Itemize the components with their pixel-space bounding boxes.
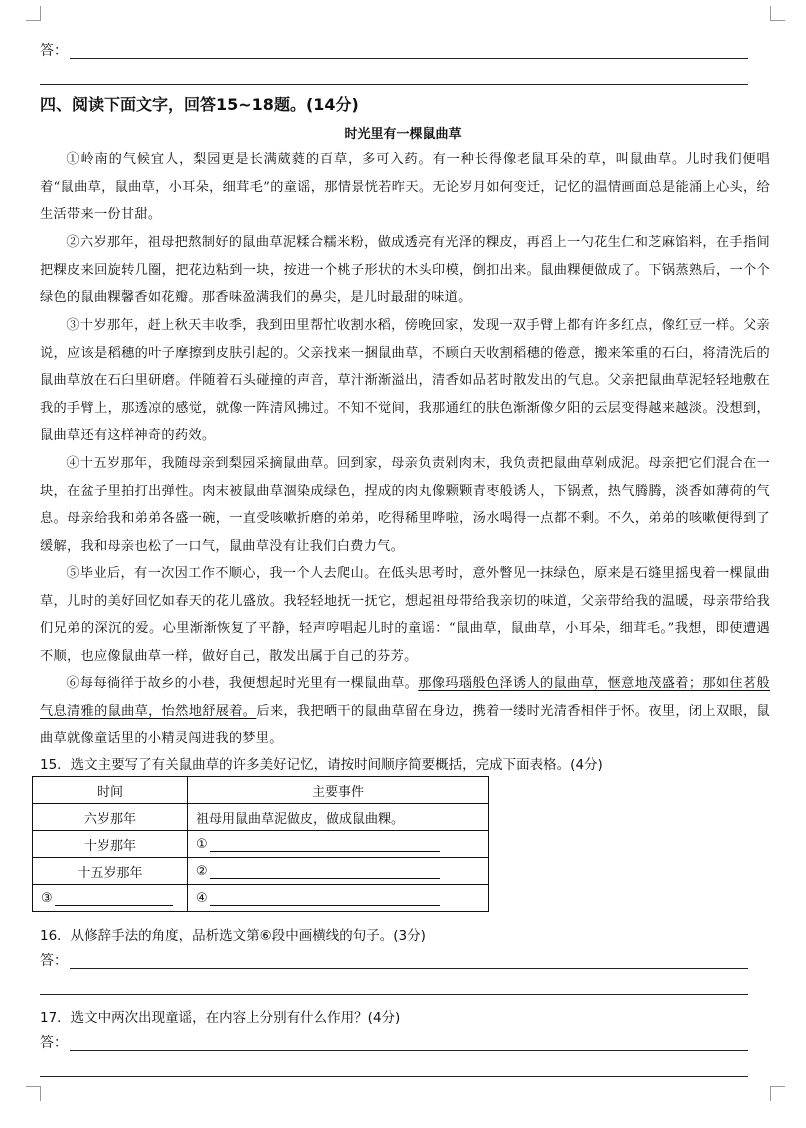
table-row bbox=[33, 831, 489, 858]
question-16: 16．从修辞手法的角度，品析选文第⑥段中画横线的句子。(3分) bbox=[40, 928, 426, 944]
answer-line-16[interactable] bbox=[40, 948, 748, 970]
row-time: 十岁那年 bbox=[33, 831, 188, 858]
blank-line[interactable] bbox=[55, 891, 173, 906]
crop-mark-top-right bbox=[770, 6, 785, 21]
answer-label: 答： bbox=[40, 43, 68, 59]
row-time-blank[interactable]: ③ bbox=[33, 885, 188, 912]
question-17: 17．选文中两次出现童谣，在内容上分别有什么作用？(4分) bbox=[40, 1010, 401, 1026]
answer-line-prev[interactable] bbox=[40, 38, 748, 60]
paragraph-6-end: 后来，我把晒干的鼠曲草留在身边，携着一缕时光清香相伴于怀。夜里，闭上双眼，鼠曲草就像童话里的小精灵闯进我的梦里。 bbox=[40, 703, 770, 747]
table-header-row bbox=[33, 777, 489, 804]
row-time: 六岁那年 bbox=[33, 804, 188, 831]
answer-underline bbox=[70, 968, 748, 969]
row-event-blank[interactable]: ② bbox=[188, 858, 489, 885]
crop-mark-bottom-right bbox=[770, 1086, 785, 1101]
header-time: 时间 bbox=[33, 777, 188, 804]
answer-label: 答： bbox=[40, 1035, 68, 1051]
paragraph-5: ⑤毕业后，有一次因工作不顺心，我一个人去爬山。在低头思考时，意外瞥见一抹绿色，原来是石缝里摇曳着一棵鼠曲草，儿时的美好回忆如春天的花儿盛放。我轻轻地抚一抚它，想起祖母带给我亲切的味道，父亲带给我的温暖，母亲带给我们兄弟的深沉的爱。心里渐渐恢复了平静，轻声哼唱起儿时的童谣：“鼠曲草，鼠曲草，小耳朵，细茸毛。”我想，即使遭遇不顺，也应像鼠曲草一样，做好自己，散发出属于自己的芬芳。 bbox=[40, 566, 770, 664]
crop-mark-bottom-left bbox=[26, 1086, 41, 1101]
paragraph-4: ④十五岁那年，我随母亲到梨园采摘鼠曲草。回到家，母亲负责剁肉末，我负责把鼠曲草剁成泥。母亲把它们混合在一块，在盆子里拍打出弹性。肉末被鼠曲草涸染成绿色，捏成的肉丸像颗颗青枣般诱人，下锅煮，热气腾腾，淡香如薄荷的气息。母亲给我和弟弟各盛一碗，一直受咳嗽折磨的弟弟，吃得稀里哗啦，汤水喝得一点都不剩。不久，弟弟的咳嗽便得到了缓解，我和母亲也松了一口气，鼠曲草没有让我们白费力气。 bbox=[40, 456, 770, 554]
article-title: 时光里有一棵鼠曲草 bbox=[344, 127, 462, 142]
section-title: 四、阅读下面文字，回答15~18题。(14分) bbox=[40, 95, 359, 114]
answer-underline bbox=[70, 58, 748, 59]
table-row bbox=[33, 804, 489, 831]
answer-label: 答： bbox=[40, 953, 68, 969]
paragraph-6-start: ⑥每每徜徉于故乡的小巷，我便想起时光里有一棵鼠曲草。 bbox=[66, 676, 419, 691]
row-event-blank[interactable]: ④ bbox=[188, 885, 489, 912]
row-event-blank[interactable]: ① bbox=[188, 831, 489, 858]
question-15: 15．选文主要写了有关鼠曲草的许多美好记忆，请按时间顺序简要概括，完成下面表格。(4分) bbox=[40, 757, 603, 773]
answer-extra-line bbox=[40, 994, 748, 995]
answer-extra-line bbox=[40, 84, 748, 85]
table-row bbox=[33, 885, 489, 912]
paragraph-1: ①岭南的气候宜人，梨园更是长满葳蕤的百草，多可入药。有一种长得像老鼠耳朵的草，叫鼠曲草。儿时我们便唱着“鼠曲草，鼠曲草，小耳朵，细茸毛”的童谣，那情景恍若昨天。无论岁月如何变迁，记忆的温情画面总是能涌上心头，给生活带来一份甘甜。 bbox=[40, 152, 770, 223]
blank-line[interactable] bbox=[210, 891, 440, 906]
header-event: 主要事件 bbox=[188, 777, 489, 804]
answer-extra-line bbox=[40, 1076, 748, 1077]
answer-line-17[interactable] bbox=[40, 1030, 748, 1052]
blank-line[interactable] bbox=[210, 837, 440, 852]
table-row bbox=[33, 858, 489, 885]
answer-underline bbox=[70, 1050, 748, 1051]
blank-line[interactable] bbox=[210, 864, 440, 879]
paragraph-3: ③十岁那年，赶上秋天丰收季，我到田里帮忙收割水稻，傍晚回家，发现一双手臂上都有许多红点，像红豆一样。父亲说，应该是稻穗的叶子摩擦到皮肤引起的。父亲找来一捆鼠曲草，不顾白天收割稻穗的倦意，搬来笨重的石臼，将清洗后的鼠曲草放在石臼里研磨。伴随着石头碰撞的声音，草汁渐渐溢出，清香如品茗时散发出的气息。父亲把鼠曲草泥轻轻地敷在我的手臂上，那透凉的感觉，就像一阵清风拂过。不知不觉间，我那通红的肤色渐渐像夕阳的云层变得越来越淡。没想到，鼠曲草还有这样神奇的药效。 bbox=[40, 318, 770, 444]
crop-mark-top-left bbox=[26, 6, 41, 21]
events-table bbox=[32, 776, 489, 912]
paragraph-6 bbox=[40, 670, 770, 753]
paragraph-2: ②六岁那年，祖母把熬制好的鼠曲草泥糅合糯米粉，做成透亮有光泽的粿皮，再舀上一勺花生仁和芝麻馅料，在手指间把粿皮来回旋转几圈，把花边粘到一块，按进一个桃子形状的木头印模，倒扣出来。鼠曲粿便做成了。下锅蒸熟后，一个个绿色的鼠曲粿馨香如花瓣。那香味盈满我们的鼻尖，是儿时最甜的味道。 bbox=[40, 235, 770, 306]
underlined-sentence: 那像玛瑙般色泽诱人的鼠曲草，惬意地茂盛着；那如住茗般气息清雅的鼠曲草，怡然地舒展着。 bbox=[40, 676, 770, 719]
row-event: 祖母用鼠曲草泥做皮，做成鼠曲粿。 bbox=[188, 804, 489, 831]
row-time: 十五岁那年 bbox=[33, 858, 188, 885]
